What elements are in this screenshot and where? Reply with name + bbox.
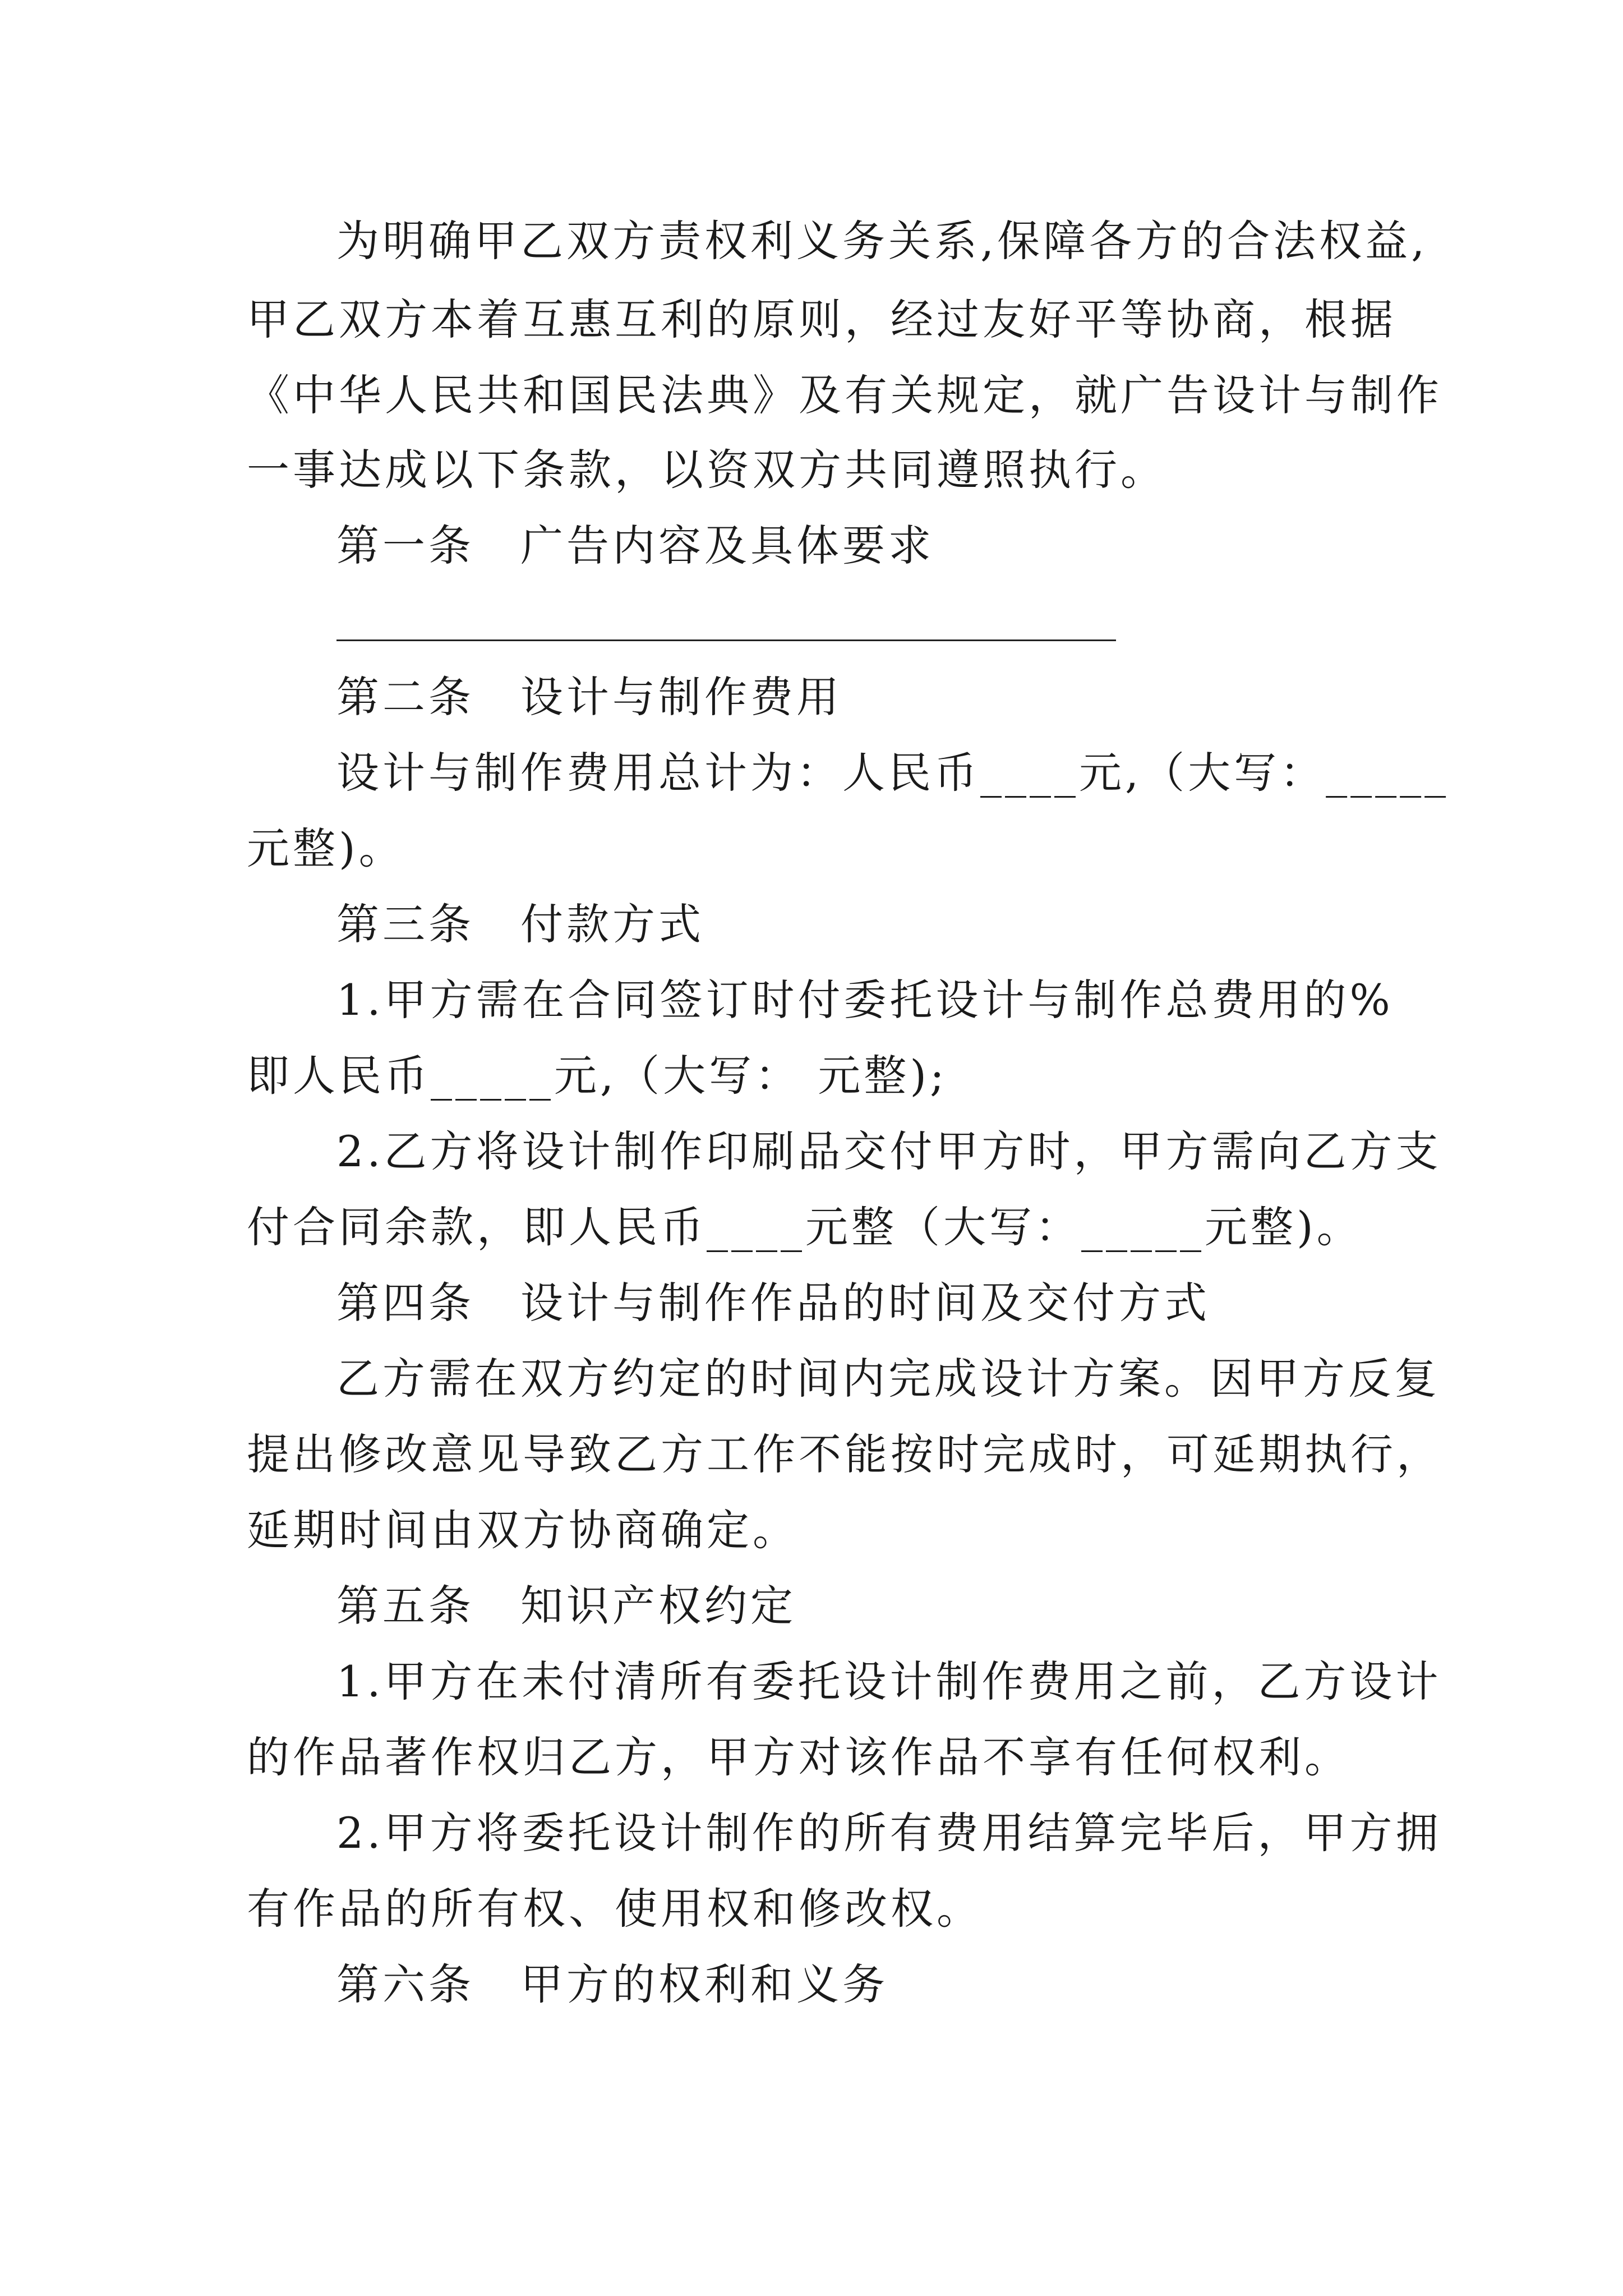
intro-line-4: 一事达成以下条款，以资双方共同遵照执行。 — [247, 445, 1166, 495]
article-3-item-1-line-1: 1.甲方需在合同签订时付委托设计与制作总费用的% — [336, 975, 1394, 1025]
article-2-line-1: 设计与制作费用总计为：人民币____元,（大写：_____ — [336, 748, 1450, 798]
article-3-item-2-line-2: 付合同余款，即人民币____元整（大写：_____元整)。 — [247, 1202, 1363, 1252]
article-3-heading: 第三条 付款方式 — [336, 899, 704, 949]
article-5-heading: 第五条 知识产权约定 — [336, 1581, 796, 1631]
intro-line-2: 甲乙双方本着互惠互利的原则，经过友好平等协商，根据 — [247, 295, 1396, 344]
article-4-line-1: 乙方需在双方约定的时间内完成设计方案。因甲方反复 — [336, 1354, 1440, 1404]
article-2-line-2: 元整)。 — [247, 823, 405, 873]
article-5-item-1-line-1: 1.甲方在未付清所有委托设计制作费用之前，乙方设计 — [336, 1657, 1442, 1706]
article-1-heading: 第一条 广告内容及具体要求 — [336, 521, 934, 570]
article-3-item-2-line-1: 2.乙方将设计制作印刷品交付甲方时，甲方需向乙方支 — [336, 1126, 1442, 1176]
article-5-item-2-line-2: 有作品的所有权、使用权和修改权。 — [247, 1884, 983, 1934]
intro-line-1: 为明确甲乙双方责权利义务关系,保障各方的合法权益, — [336, 216, 1428, 266]
article-6-heading: 第六条 甲方的权利和义务 — [336, 1959, 888, 2009]
article-5-item-2-line-1: 2.甲方将委托设计制作的所有费用结算完毕后，甲方拥 — [336, 1808, 1442, 1858]
article-1-blank-rule — [336, 639, 1116, 641]
article-4-line-3: 延期时间由双方协商确定。 — [247, 1505, 799, 1555]
article-5-item-1-line-2: 的作品著作权归乙方，甲方对该作品不享有任何权利。 — [247, 1732, 1350, 1782]
article-2-heading: 第二条 设计与制作费用 — [336, 672, 842, 722]
article-4-line-2: 提出修改意见导致乙方工作不能按时完成时，可延期执行， — [247, 1429, 1442, 1479]
intro-line-3: 《中华人民共和国民法典》及有关规定，就广告设计与制作 — [247, 370, 1442, 420]
article-4-heading: 第四条 设计与制作作品的时间及交付方式 — [336, 1278, 1210, 1328]
article-3-item-1-line-2: 即人民币_____元,（大写： 元整); — [247, 1051, 948, 1101]
